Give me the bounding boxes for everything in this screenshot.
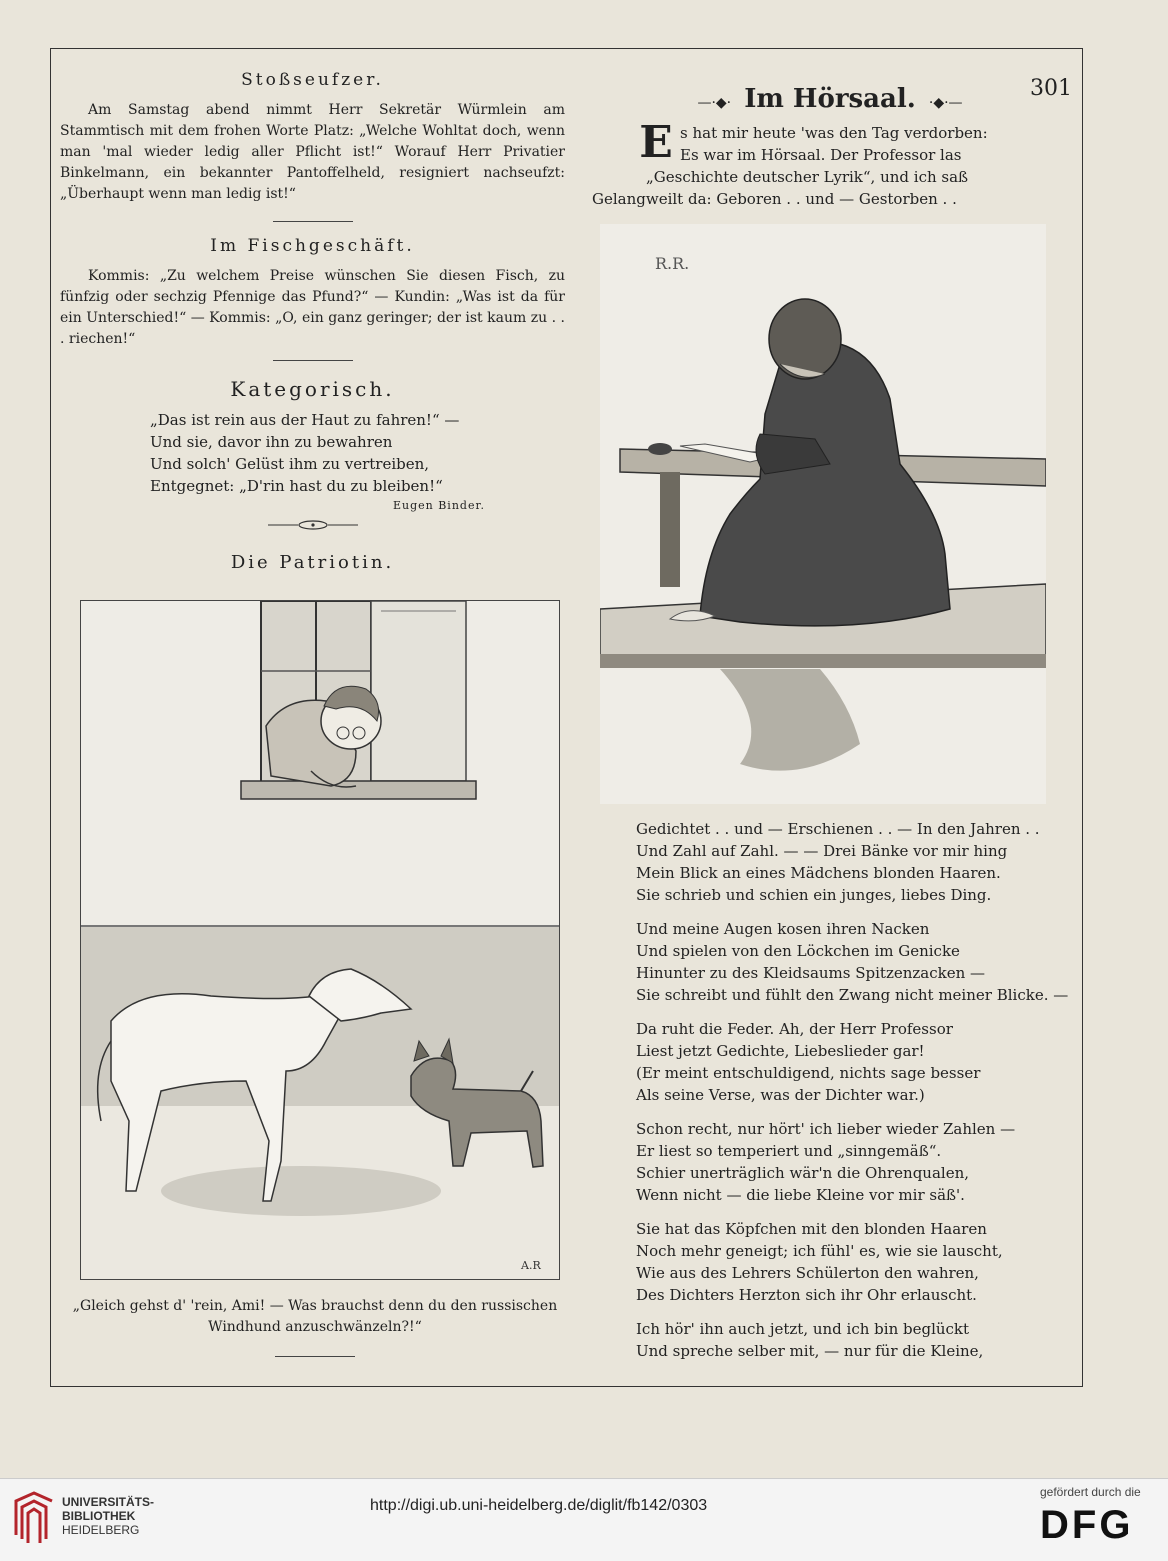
illustration-signature: A.R [521,1259,541,1272]
poem-line: Noch mehr geneigt; ich fühl' es, wie sie lauscht, [636,1242,1003,1260]
illustration-signature: R.R. [655,254,690,273]
poem-line: Ich hör' ihn auch jetzt, und ich bin beglückt [636,1320,970,1338]
library-name-line: HEIDELBERG [62,1523,140,1537]
intro-line: Es war im Hörsaal. Der Professor las [680,146,962,164]
stanza [636,1118,1056,1206]
viewer-footer [0,1478,1168,1561]
poem-line: Er liest so temperiert und „sinngemäß“. [636,1142,942,1160]
document-url-link[interactable]: http://digi.ub.uni-heidelberg.de/diglit/fb142/0303 [370,1497,708,1514]
ornament-left-icon: —·◆· [697,95,732,111]
intro-line: „Geschichte deutscher Lyrik“, und ich saß [646,168,969,186]
left-column [60,70,565,573]
poem-line: Als seine Verse, was der Dichter war.) [636,1086,925,1104]
stanza [636,1218,1056,1306]
ornament-icon [268,520,358,530]
poem-line: Und sie, davor ihn zu bewahren [150,433,393,451]
drop-cap: E [639,117,673,168]
hoersaal-poem [636,818,1069,1362]
poem-line: Wie aus des Lehrers Schülerton den wahren, [636,1264,979,1282]
poem-line: Gedichtet . . und — Erschienen . . — In den Jahren . . [636,820,1040,838]
kategorisch-poem [150,409,565,497]
stanza [636,918,1069,1006]
library-name-line: UNIVERSITÄTS- [62,1495,155,1509]
poem-line: Schon recht, nur hört' ich lieber wieder Zahlen — [636,1120,1016,1138]
stanza [636,1318,1056,1362]
hoersaal-header [680,84,980,114]
page-number: 301 [1030,76,1072,101]
section-title-fischgeschaeft: Im Fischgeschäft. [210,236,415,256]
university-library-name [62,1495,154,1537]
intro-line: Gelangweilt da: Geboren . . und — Gestorben . . [592,190,957,208]
poem-line: Sie schrieb und schien ein junges, liebes Ding. [636,886,992,904]
library-name-line: BIBLIOTHEK [62,1509,136,1523]
ornament-right-icon: ·◆·— [928,95,963,111]
section-title-patriotin: Die Patriotin. [230,552,395,573]
poem-line: Wenn nicht — die liebe Kleine vor mir säß'. [636,1186,965,1204]
hoersaal-intro [592,117,1036,210]
divider-1 [273,221,353,222]
poem-line: (Er meint entschuldigend, nichts sage besser [636,1064,981,1082]
poem-line: „Das ist rein aus der Haut zu fahren!“ — [150,411,460,429]
dfg-logo[interactable]: DFG [1040,1503,1134,1547]
stanza [636,818,1056,906]
poem-line: Sie schreibt und fühlt den Zwang nicht meiner Blicke. — [636,986,1069,1004]
section-title-stossseufzer: Stoßseufzer. [241,70,384,90]
poem-line: Und solch' Gelüst ihm zu vertreiben, [150,455,430,473]
university-library-logo-icon[interactable] [12,1491,56,1551]
poem-author: Eugen Binder. [392,499,485,512]
poem-line: Und spreche selber mit, — nur für die Kleine, [636,1342,984,1360]
patriotin-caption: „Gleich gehst d' 'rein, Ami! — Was brauchst denn du den russischen Windhund anzuschwänzeln?!“ [72,1298,558,1335]
funder-note: gefördert durch die [1040,1485,1141,1499]
poem-line: Liest jetzt Gedichte, Liebeslieder gar! [636,1042,925,1060]
section-title-hoersaal: Im Hörsaal. [744,84,916,114]
poem-line: Und meine Augen kosen ihren Nacken [636,920,930,938]
poem-line: Mein Blick an eines Mädchens blonden Haaren. [636,864,1001,882]
poem-line: Da ruht die Feder. Ah, der Herr Professor [636,1020,953,1038]
hoersaal-illustration [600,224,1046,804]
section-title-kategorisch: Kategorisch. [230,377,395,401]
fischgeschaeft-text: Kommis: „Zu welchem Preise wünschen Sie diesen Fisch, zu fünfzig oder sechzig Pfennige das Pfund?“ — Kundin: „Was ist da für ein Unterschied!“ — Kommis: „O, ein ganz geringer; der ist kaum zu . . . riechen!“ [60,268,565,347]
patriotin-illustration [80,600,560,1280]
stossseufzer-text: Am Samstag abend nimmt Herr Sekretär Würmlein am Stammtisch mit dem frohen Worte Platz: „Welche Wohltat doch, wenn man 'mal wieder ledig aller Pflicht ist!“ Worauf Herr Privatier Binkelmann, ein bekannter Pantoffelheld, resigniert nachseufzt: „Überhaupt wenn man ledig ist!“ [60,102,565,202]
poem-line: Hinunter zu des Kleidsaums Spitzenzacken — [636,964,986,982]
stanza [636,1018,1056,1106]
poem-line: Schier unerträglich wär'n die Ohrenqualen, [636,1164,970,1182]
divider-2 [273,360,353,361]
poem-line: Entgegnet: „D'rin hast du zu bleiben!“ [150,477,443,495]
poem-line: Und Zahl auf Zahl. — — Drei Bänke vor mir hing [636,842,1008,860]
poem-line: Des Dichters Herzton sich ihr Ohr erlauscht. [636,1286,977,1304]
poem-line: Und spielen von den Löckchen im Genicke [636,942,960,960]
poem-line: Sie hat das Köpfchen mit den blonden Haaren [636,1220,987,1238]
ornament-divider [60,518,565,534]
intro-line: s hat mir heute 'was den Tag verdorben: [680,124,988,142]
divider-3 [275,1356,355,1357]
